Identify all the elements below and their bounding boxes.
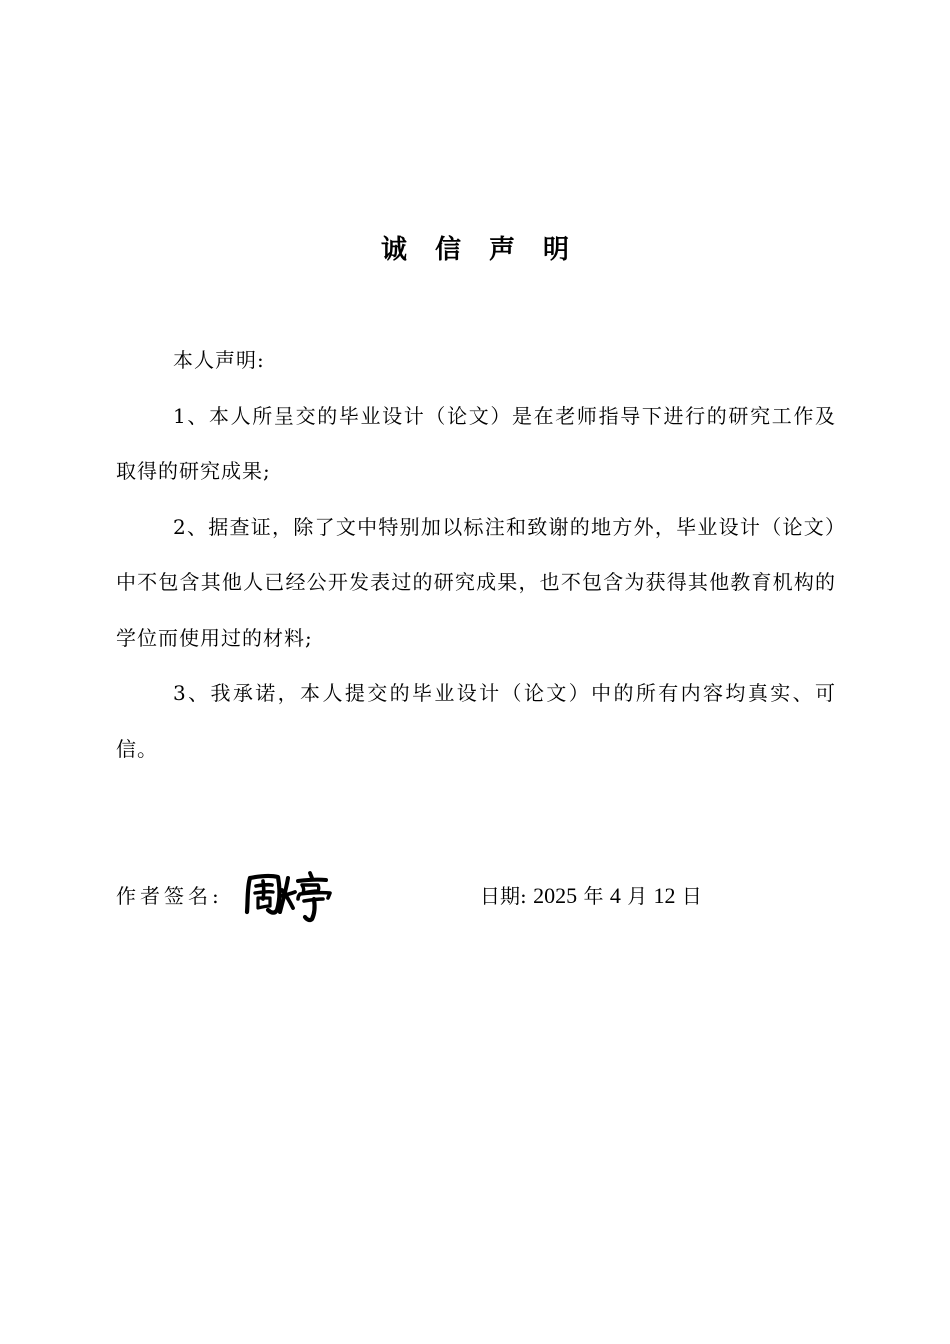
date-month-unit: 月 <box>627 884 648 908</box>
date-label: 日期: <box>480 884 527 908</box>
date-month: 4 <box>609 883 621 908</box>
date-year: 2025 <box>533 883 578 908</box>
signature-row <box>116 866 876 926</box>
date-day: 12 <box>653 883 676 908</box>
declaration-body <box>116 333 836 777</box>
paragraph-3: 3、我承诺，本人提交的毕业设计（论文）中的所有内容均真实、可信。 <box>116 681 836 761</box>
paragraph-1: 1、本人所呈交的毕业设计（论文）是在老师指导下进行的研究工作及取得的研究成果; <box>116 403 836 483</box>
paragraph-intro: 本人声明: <box>173 348 265 372</box>
date-block <box>480 882 702 910</box>
date-year-unit: 年 <box>583 884 604 908</box>
handwritten-signature <box>240 868 336 924</box>
paragraph-2: 2、据查证，除了文中特别加以标注和致谢的地方外，毕业设计（论文）中不包含其他人已经公开发表过的研究成果，也不包含为获得其他教育机构的学位而使用过的材料; <box>116 514 836 650</box>
page-title: 诚信声明 <box>380 235 597 265</box>
date-day-unit: 日 <box>681 884 702 908</box>
signature-label: 作者签名: <box>116 884 223 908</box>
